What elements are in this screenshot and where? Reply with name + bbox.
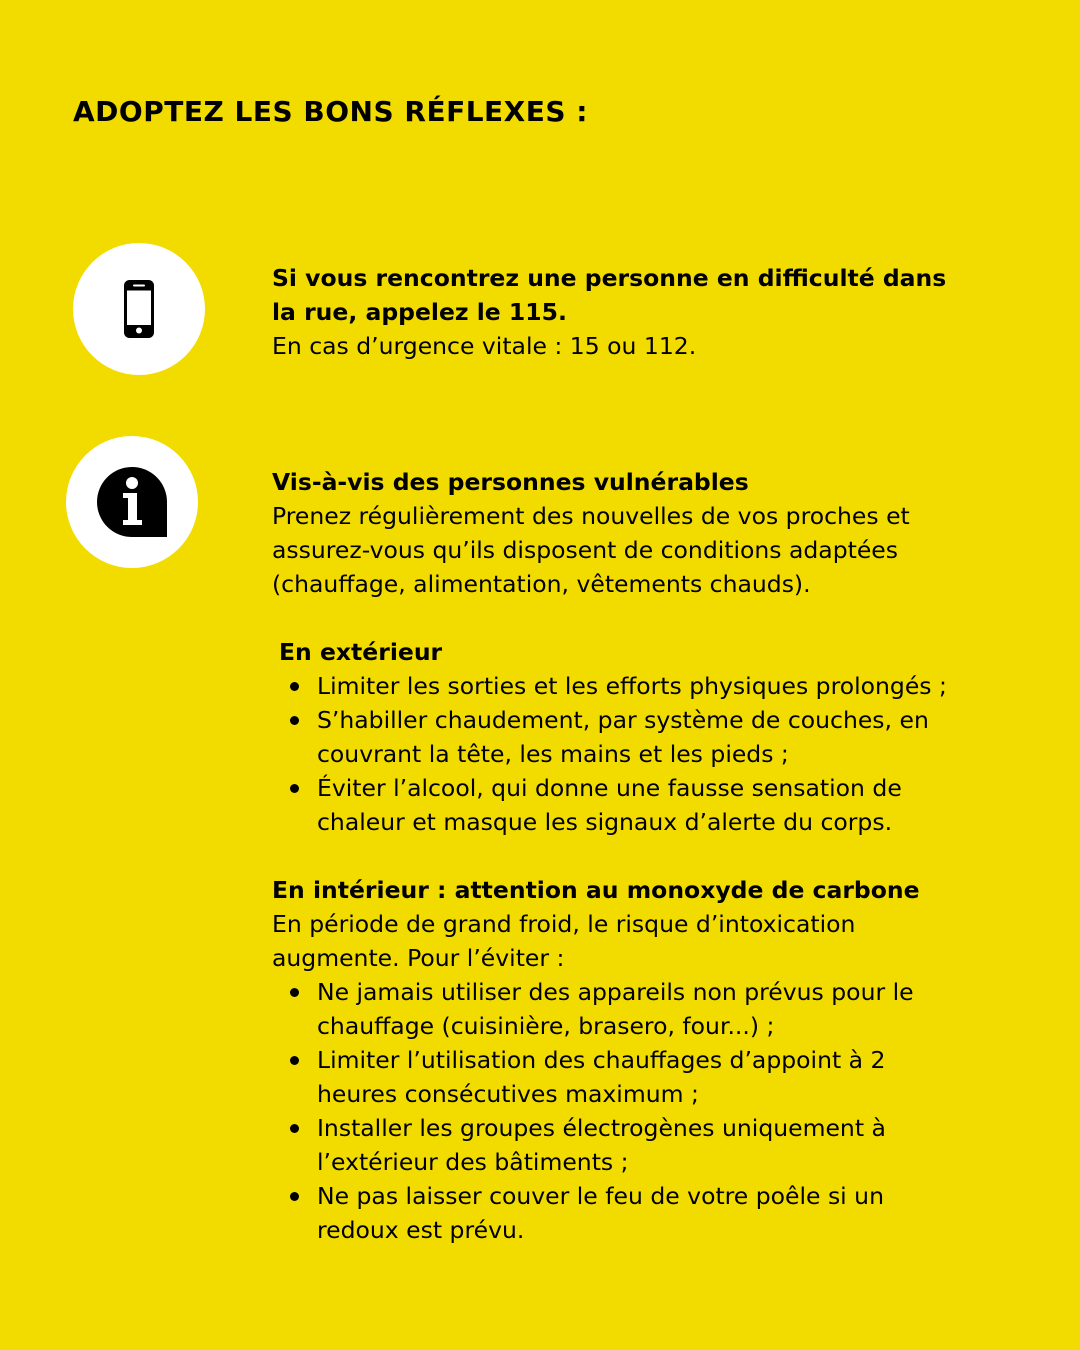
spacer bbox=[272, 839, 972, 873]
emergency-section bbox=[272, 261, 972, 363]
list-item: S’habiller chaudement, par système de couches, en couvrant la tête, les mains et les pieds ; bbox=[317, 703, 972, 771]
exterior-title: En extérieur bbox=[279, 638, 443, 666]
info-icon-circle bbox=[66, 436, 198, 568]
spacer bbox=[272, 601, 972, 635]
phone-icon-circle bbox=[73, 243, 205, 375]
vulnerable-text: Prenez régulièrement des nouvelles de vos proches et assurez-vous qu’ils disposent de conditions adaptées (chauffage, alimentation, vêtements chauds). bbox=[272, 502, 910, 598]
phone-icon bbox=[124, 280, 154, 338]
list-item: Ne jamais utiliser des appareils non prévus pour le chauffage (cuisinière, brasero, four...) ; bbox=[317, 975, 972, 1043]
list-item: Limiter les sorties et les efforts physiques prolongés ; bbox=[317, 669, 972, 703]
info-icon bbox=[95, 465, 169, 539]
interior-list bbox=[272, 975, 972, 1247]
list-item: Éviter l’alcool, qui donne une fausse sensation de chaleur et masque les signaux d’alerte du corps. bbox=[317, 771, 972, 839]
interior-intro: En période de grand froid, le risque d’intoxication augmente. Pour l’éviter : bbox=[272, 910, 856, 972]
page-title: ADOPTEZ LES BONS RÉFLEXES : bbox=[73, 95, 588, 128]
vulnerable-title: Vis-à-vis des personnes vulnérables bbox=[272, 468, 749, 496]
list-item: Ne pas laisser couver le feu de votre poêle si un redoux est prévu. bbox=[317, 1179, 972, 1247]
exterior-list bbox=[272, 669, 972, 839]
list-item: Limiter l’utilisation des chauffages d’appoint à 2 heures consécutives maximum ; bbox=[317, 1043, 972, 1111]
emergency-bold-text: Si vous rencontrez une personne en difficulté dans la rue, appelez le 115. bbox=[272, 264, 947, 326]
interior-title: En intérieur : attention au monoxyde de carbone bbox=[272, 876, 920, 904]
emergency-text: En cas d’urgence vitale : 15 ou 112. bbox=[272, 332, 697, 360]
list-item: Installer les groupes électrogènes uniquement à l’extérieur des bâtiments ; bbox=[317, 1111, 972, 1179]
vulnerable-section bbox=[272, 465, 972, 1247]
